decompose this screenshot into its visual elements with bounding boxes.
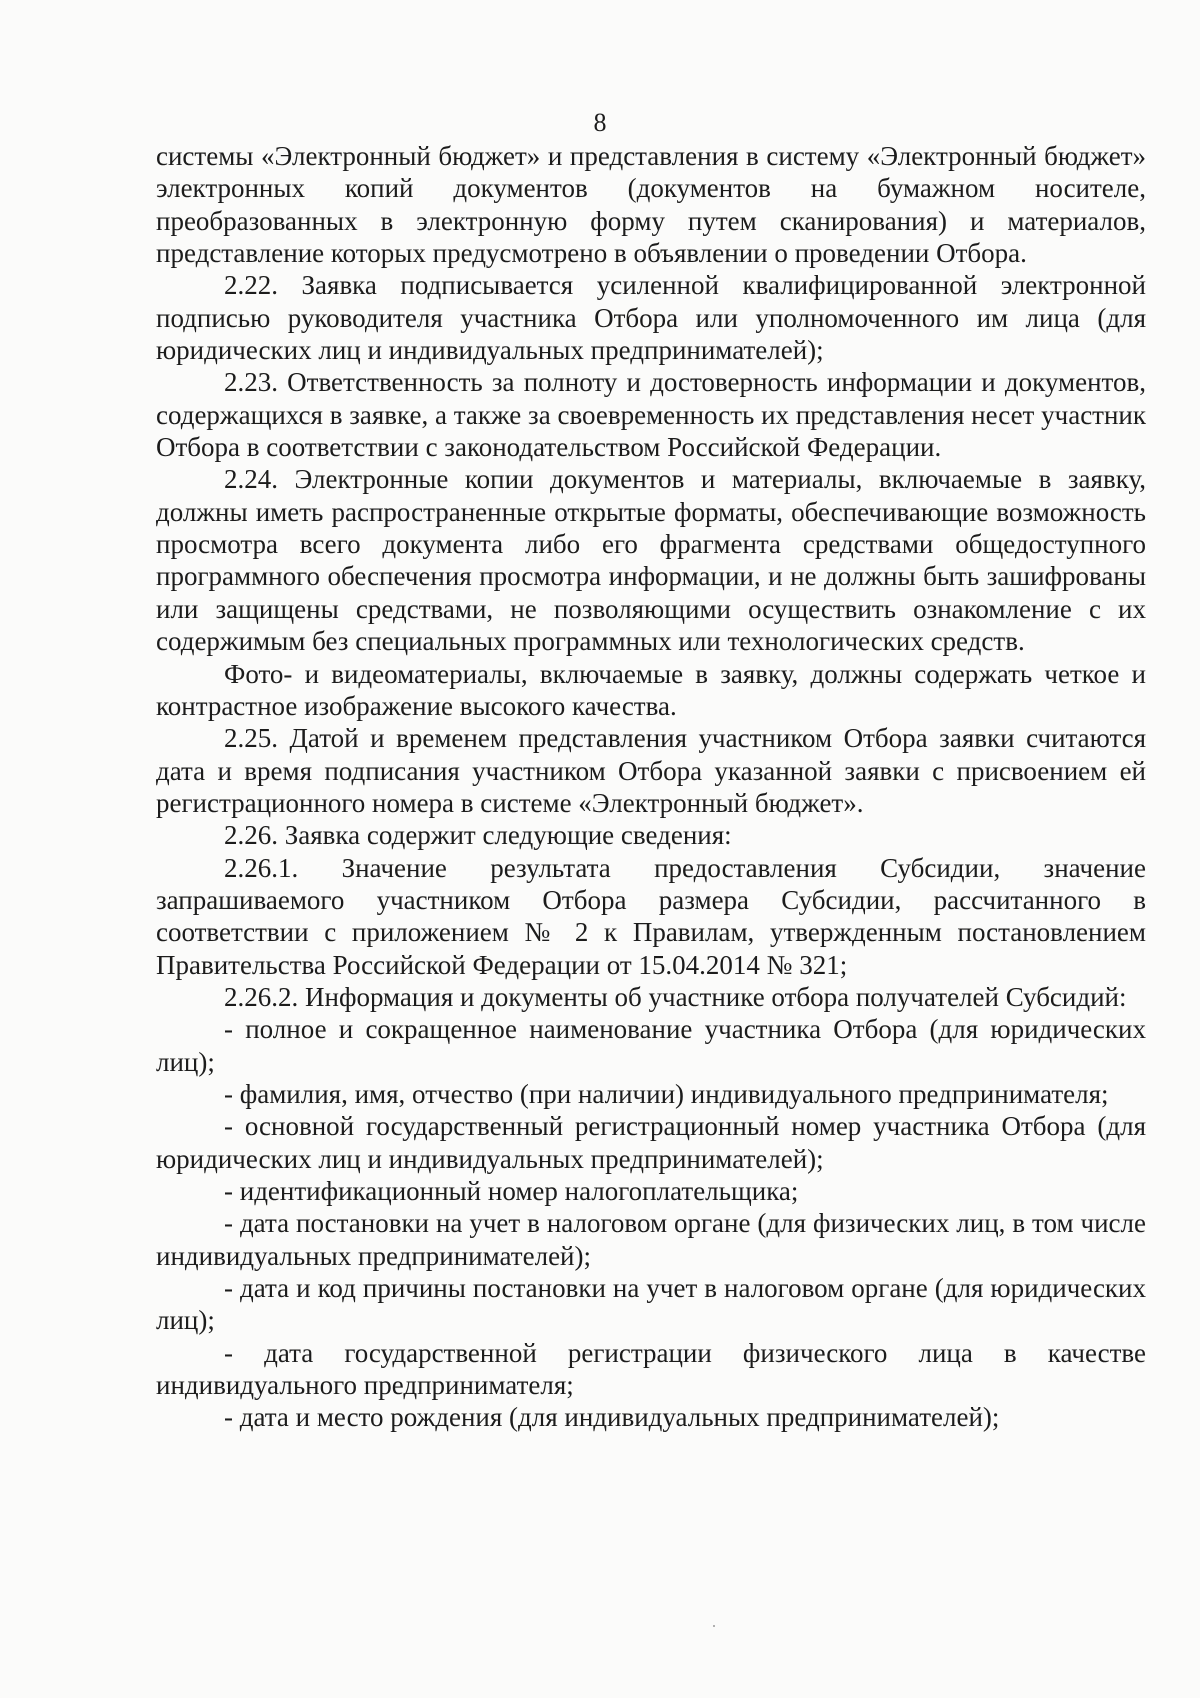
- scan-speck: [713, 1625, 715, 1627]
- paragraph: - дата и код причины постановки на учет в налоговом органе (для юридических лиц);: [156, 1273, 1146, 1336]
- page-number: 8: [593, 108, 607, 137]
- document-body: [156, 140, 1146, 1434]
- paragraph: системы «Электронный бюджет» и представления в систему «Электронный бюджет» электронных копий документов (документов на бумажном носителе, преобразованных в электронную форму путем сканирования) и материалов, представление которых предусмотрено в объявлении о проведении Отбора.: [156, 141, 1146, 269]
- paragraph: 2.26.1. Значение результата предоставления Субсидии, значение запрашиваемого участником Отбора размера Субсидии, рассчитанного в соответствии с приложением № 2 к Правилам, утвержденным постановлением Правительства Российской Федерации от 15.04.2014 № 321;: [156, 852, 1146, 980]
- paragraph: 2.25. Датой и временем представления участником Отбора заявки считаются дата и время подписания участником Отбора указанной заявки с присвоением ей регистрационного номера в системе «Электронный бюджет».: [156, 723, 1146, 818]
- paragraph: - дата и место рождения (для индивидуальных предпринимателей);: [224, 1402, 1000, 1433]
- paragraph: Фото- и видеоматериалы, включаемые в заявку, должны содержать четкое и контрастное изображение высокого качества.: [156, 658, 1146, 721]
- paragraph: 2.24. Электронные копии документов и материалы, включаемые в заявку, должны иметь распространенные открытые форматы, обеспечивающие возможность просмотра всего документа либо его фрагмента средствами общедоступного программного обеспечения просмотра информации, и не должны быть зашифрованы или защищены средствами, не позволяющими осуществить ознакомление с их содержимым без специальных программных или технологических средств.: [156, 464, 1146, 657]
- paragraph: - дата постановки на учет в налоговом органе (для физических лиц, в том числе индивидуальных предпринимателей);: [156, 1208, 1146, 1271]
- paragraph: - основной государственный регистрационный номер участника Отбора (для юридических лиц и индивидуальных предпринимателей);: [156, 1111, 1146, 1174]
- paragraph: 2.22. Заявка подписывается усиленной квалифицированной электронной подписью руководителя участника Отбора или уполномоченного им лица (для юридических лиц и индивидуальных предпринимателей);: [156, 270, 1146, 366]
- paragraph: - фамилия, имя, отчество (при наличии) индивидуального предпринимателя;: [224, 1078, 1109, 1109]
- paragraph: 2.26.2. Информация и документы об участнике отбора получателей Субсидий:: [224, 981, 1127, 1012]
- paragraph: 2.23. Ответственность за полноту и достоверность информации и документов, содержащихся в заявке, а также за своевременность их представления несет участник Отбора в соответствии с законодательством Российской Федерации.: [156, 367, 1146, 463]
- paragraph: - идентификационный номер налогоплательщика;: [224, 1176, 799, 1206]
- paragraph: 2.26. Заявка содержит следующие сведения:: [224, 820, 732, 851]
- paragraph: - полное и сокращенное наименование участника Отбора (для юридических лиц);: [156, 1014, 1146, 1077]
- paragraph: - дата государственной регистрации физического лица в качестве индивидуального предпринимателя;: [156, 1337, 1146, 1401]
